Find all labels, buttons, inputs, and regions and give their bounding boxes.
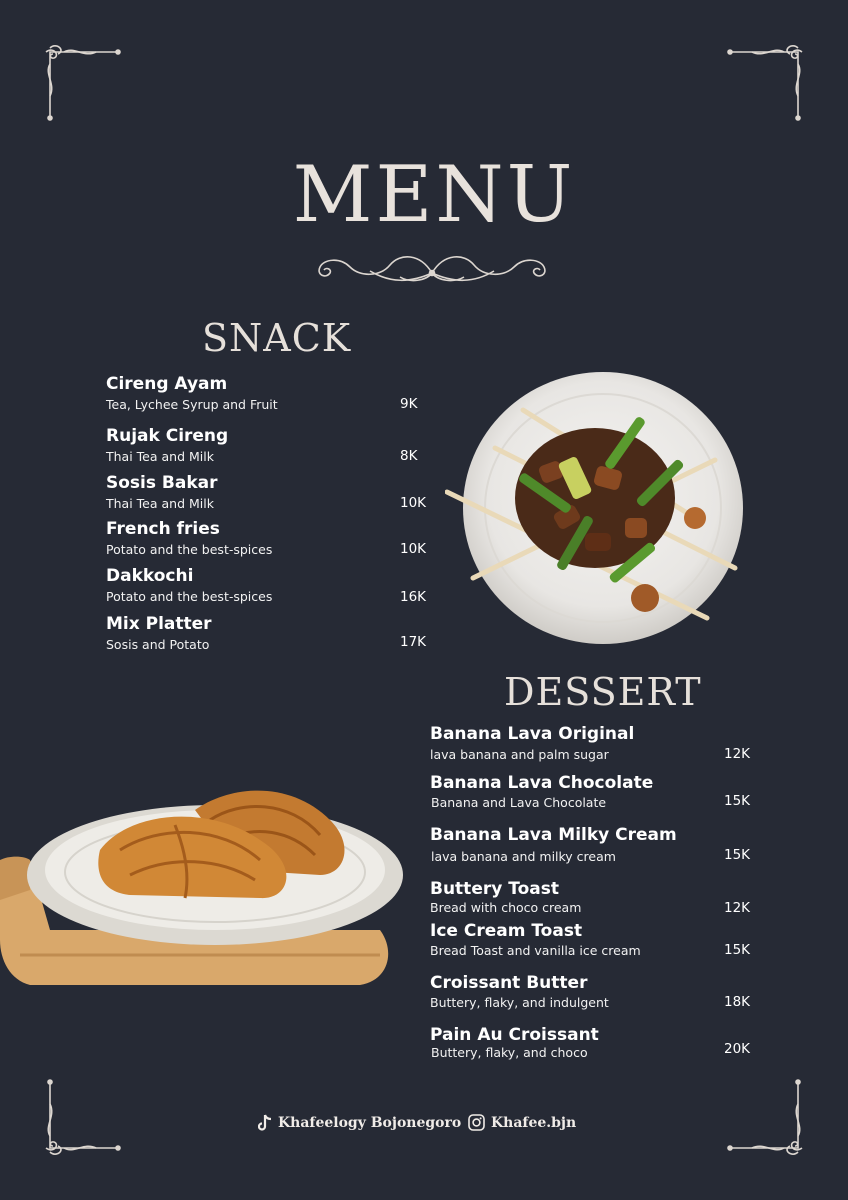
item-description: Sosis and Potato [106, 637, 210, 652]
item-price: 12K [724, 900, 751, 916]
item-description: Tea, Lychee Syrup and Fruit [106, 397, 278, 412]
item-price: 10K [400, 495, 427, 511]
item-description: Thai Tea and Milk [106, 449, 214, 464]
item-price: 15K [724, 793, 751, 809]
item-name: Banana Lava Original [430, 724, 635, 744]
item-name: Buttery Toast [430, 879, 559, 899]
corner-ornament-top-left [44, 44, 124, 124]
corner-ornament-bottom-left [44, 1076, 124, 1156]
item-name: Cireng Ayam [106, 374, 228, 394]
instagram-label: Khafee.bjn [491, 1114, 577, 1131]
item-description: Banana and Lava Chocolate [431, 795, 607, 810]
item-description: Potato and the best-spices [106, 542, 273, 557]
item-name: Dakkochi [106, 566, 194, 586]
item-name: Banana Lava Chocolate [430, 773, 654, 793]
item-description: lava banana and milky cream [431, 849, 616, 864]
item-price: 16K [400, 589, 427, 605]
item-description: lava banana and palm sugar [430, 747, 609, 762]
snack-heading: SNACK [202, 316, 352, 360]
skewer-dish-photo [445, 368, 750, 648]
instagram-handle [468, 1114, 576, 1131]
corner-ornament-bottom-right [724, 1076, 804, 1156]
item-description: Bread Toast and vanilla ice cream [430, 943, 641, 958]
item-description: Potato and the best-spices [106, 589, 273, 604]
item-name: Croissant Butter [430, 973, 588, 993]
item-price: 9K [400, 396, 418, 412]
item-name: Sosis Bakar [106, 473, 218, 493]
corner-ornament-top-right [724, 44, 804, 124]
tiktok-handle [258, 1114, 461, 1132]
item-description: Thai Tea and Milk [106, 496, 214, 511]
menu-title: MENU [292, 150, 576, 240]
croissant-dish-photo [0, 780, 410, 990]
tiktok-icon [258, 1114, 272, 1132]
item-price: 10K [400, 541, 427, 557]
item-name: Banana Lava Milky Cream [430, 825, 677, 845]
item-name: French fries [106, 519, 220, 539]
item-name: Rujak Cireng [106, 426, 229, 446]
item-description: Buttery, flaky, and choco [431, 1045, 588, 1060]
item-price: 18K [724, 994, 751, 1010]
tiktok-label: Khafeelogy Bojonegoro [278, 1115, 462, 1131]
title-flourish [310, 243, 555, 289]
dessert-heading: DESSERT [504, 670, 702, 714]
item-name: Mix Platter [106, 614, 212, 634]
item-price: 17K [400, 634, 427, 650]
item-price: 12K [724, 746, 751, 762]
item-description: Buttery, flaky, and indulgent [430, 995, 609, 1010]
item-price: 15K [724, 847, 751, 863]
item-name: Pain Au Croissant [430, 1025, 599, 1045]
item-name: Ice Cream Toast [430, 921, 583, 941]
instagram-icon [468, 1114, 485, 1131]
item-description: Bread with choco cream [430, 900, 582, 915]
item-price: 15K [724, 942, 751, 958]
item-price: 8K [400, 448, 418, 464]
item-price: 20K [724, 1041, 751, 1057]
